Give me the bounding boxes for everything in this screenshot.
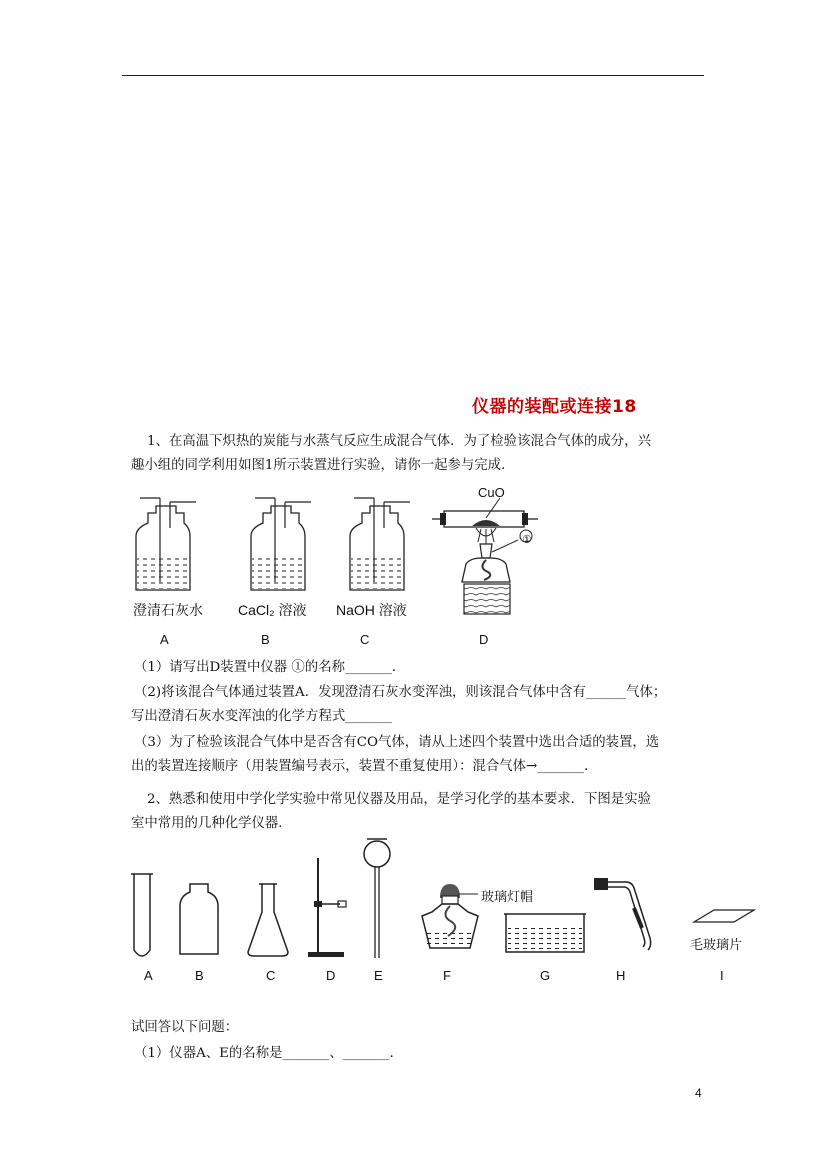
water-trough	[504, 914, 586, 952]
fig1-letter-b: B	[261, 632, 270, 647]
fig2-letter-a: A	[144, 968, 153, 983]
label-limewater: 澄清石灰水	[133, 602, 203, 618]
fig1-letter-a: A	[160, 632, 169, 647]
fig2-letter-b: B	[195, 968, 204, 983]
long-neck-funnel	[364, 839, 390, 958]
frosted-glass-plate	[694, 910, 754, 922]
q2-sub1: （1）仪器A、E的名称是_______、_______．	[134, 1046, 403, 1061]
figure-2	[122, 836, 762, 970]
q1-intro-line1: 1、在高温下炽热的炭能与水蒸气反应生成混合气体．为了检验该混合气体的成分，兴	[147, 434, 651, 449]
fig2-letter-f: F	[443, 968, 451, 983]
fig2-letter-g: G	[540, 968, 551, 983]
page-title: 仪器的装配或连接18	[472, 397, 637, 417]
fig1-letter-c: C	[360, 632, 370, 647]
gas-bottle-b	[251, 498, 311, 590]
delivery-tube	[594, 878, 651, 950]
fig2-letter-e: E	[374, 968, 383, 983]
label-cacl2: CaCl₂ 溶液	[238, 602, 307, 618]
marker-circle-1: ①	[522, 534, 532, 546]
q1-sub1: （1）请写出D装置中仪器 ①的名称_______．	[134, 660, 406, 675]
q2-intro-line2: 室中常用的几种化学仪器．	[131, 816, 292, 831]
fig2-letter-i: I	[720, 968, 724, 983]
frosted-glass-label: 毛玻璃片	[690, 937, 743, 952]
heating-tube-d	[432, 498, 538, 614]
q1-sub2-line1: （2)将该混合气体通过装置A．发现澄清石灰水变浑浊，则该混合气体中含有______气体；	[134, 685, 667, 700]
cuo-label: CuO	[478, 485, 505, 500]
iron-stand	[308, 858, 346, 957]
page-number: 4	[695, 1086, 702, 1100]
header-rule	[122, 75, 704, 76]
q1-sub3-line2: 出的装置连接顺序（用装置编号表示，装置不重复使用）：混合气体→_______．	[131, 759, 598, 774]
fig1-letter-d: D	[479, 632, 489, 647]
q1-intro-line2: 趣小组的同学利用如图1所示装置进行实验，请你一起参与完成．	[131, 458, 515, 473]
q1-sub2-line2: 写出澄清石灰水变浑浊的化学方程式_______	[131, 709, 393, 724]
fig2-letter-c: C	[266, 968, 276, 983]
label-naoh: NaOH 溶液	[336, 602, 407, 618]
fig2-letter-d: D	[326, 968, 336, 983]
q2-prompt: 试回答以下问题：	[131, 1020, 239, 1035]
alcohol-lamp	[422, 884, 478, 948]
figure-2-drawing	[122, 836, 762, 966]
gas-bottle-a	[136, 498, 196, 590]
gas-bottle-c	[350, 498, 410, 590]
q1-sub3-line1: （3）为了检验该混合气体中是否含有CO气体，请从上述四个装置中选出合适的装置，选	[134, 735, 660, 750]
fig2-letter-h: H	[616, 968, 626, 983]
lamp-cap-label: 玻璃灯帽	[481, 889, 534, 904]
conical-flask	[248, 884, 288, 956]
reagent-bottle	[180, 884, 218, 954]
q2-intro-line1: 2、熟悉和使用中学化学实验中常见仪器及用品，是学习化学的基本要求．下图是实验	[147, 792, 651, 807]
test-tube	[134, 874, 150, 956]
